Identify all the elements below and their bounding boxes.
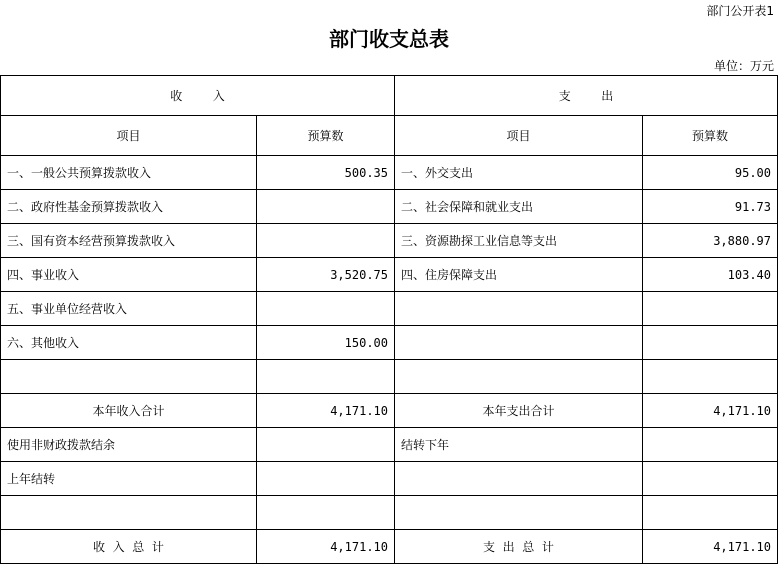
document-code: 部门公开表1 bbox=[706, 4, 774, 18]
income-item bbox=[1, 496, 257, 530]
income-total-value: 4,171.10 bbox=[257, 530, 395, 564]
expense-item bbox=[395, 292, 643, 326]
income-value: 3,520.75 bbox=[257, 258, 395, 292]
expense-item bbox=[395, 360, 643, 394]
subtotal-row bbox=[1, 394, 778, 428]
income-value: 500.35 bbox=[257, 156, 395, 190]
expense-value bbox=[643, 360, 778, 394]
income-item: 三、国有资本经营预算拨款收入 bbox=[1, 224, 257, 258]
expense-subtotal-value: 4,171.10 bbox=[643, 394, 778, 428]
expense-total-label: 支 出 总 计 bbox=[395, 530, 643, 564]
table-row bbox=[1, 258, 778, 292]
expense-value: 3,880.97 bbox=[643, 224, 778, 258]
income-item: 五、事业单位经营收入 bbox=[1, 292, 257, 326]
income-item-header: 项目 bbox=[1, 116, 257, 156]
income-total-label: 收 入 总 计 bbox=[1, 530, 257, 564]
expense-item-header: 项目 bbox=[395, 116, 643, 156]
section-header-row bbox=[1, 76, 778, 116]
table-row bbox=[1, 428, 778, 462]
income-item: 六、其他收入 bbox=[1, 326, 257, 360]
income-item: 使用非财政拨款结余 bbox=[1, 428, 257, 462]
expense-item bbox=[395, 462, 643, 496]
expense-item: 三、资源勘探工业信息等支出 bbox=[395, 224, 643, 258]
table-row bbox=[1, 462, 778, 496]
income-subtotal-value: 4,171.10 bbox=[257, 394, 395, 428]
unit-label: 单位：万元 bbox=[713, 59, 774, 73]
expense-item bbox=[395, 496, 643, 530]
expense-value bbox=[643, 428, 778, 462]
expense-budget-header: 预算数 bbox=[643, 116, 778, 156]
expense-item: 结转下年 bbox=[395, 428, 643, 462]
table-row bbox=[1, 326, 778, 360]
table-row bbox=[1, 292, 778, 326]
income-value bbox=[257, 496, 395, 530]
table-row bbox=[1, 156, 778, 190]
expense-value bbox=[643, 496, 778, 530]
income-item: 上年结转 bbox=[1, 462, 257, 496]
income-value bbox=[257, 292, 395, 326]
page-title: 部门收支总表 bbox=[329, 27, 449, 51]
expense-section-header: 支 出 bbox=[395, 76, 778, 116]
expense-value: 103.40 bbox=[643, 258, 778, 292]
expense-item: 二、社会保障和就业支出 bbox=[395, 190, 643, 224]
table-row bbox=[1, 496, 778, 530]
expense-item: 一、外交支出 bbox=[395, 156, 643, 190]
table-row bbox=[1, 190, 778, 224]
income-value bbox=[257, 190, 395, 224]
expense-value bbox=[643, 326, 778, 360]
income-item: 四、事业收入 bbox=[1, 258, 257, 292]
expense-subtotal-label: 本年支出合计 bbox=[395, 394, 643, 428]
total-row bbox=[1, 530, 778, 564]
expense-item: 四、住房保障支出 bbox=[395, 258, 643, 292]
income-value bbox=[257, 462, 395, 496]
table-row bbox=[1, 360, 778, 394]
income-item bbox=[1, 360, 257, 394]
expense-item bbox=[395, 326, 643, 360]
expense-value: 95.00 bbox=[643, 156, 778, 190]
income-item: 二、政府性基金预算拨款收入 bbox=[1, 190, 257, 224]
income-value bbox=[257, 428, 395, 462]
income-subtotal-label: 本年收入合计 bbox=[1, 394, 257, 428]
budget-table bbox=[0, 75, 778, 564]
expense-total-value: 4,171.10 bbox=[643, 530, 778, 564]
income-value bbox=[257, 360, 395, 394]
expense-value bbox=[643, 292, 778, 326]
table-row bbox=[1, 224, 778, 258]
expense-value bbox=[643, 462, 778, 496]
income-budget-header: 预算数 bbox=[257, 116, 395, 156]
column-header-row bbox=[1, 116, 778, 156]
income-value: 150.00 bbox=[257, 326, 395, 360]
income-value bbox=[257, 224, 395, 258]
expense-value: 91.73 bbox=[643, 190, 778, 224]
income-item: 一、一般公共预算拨款收入 bbox=[1, 156, 257, 190]
income-section-header: 收 入 bbox=[1, 76, 395, 116]
